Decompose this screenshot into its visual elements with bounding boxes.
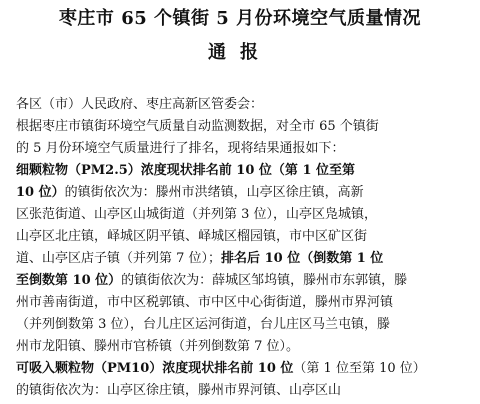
body-line (16, 182, 468, 204)
line-text: 的镇街依次为：山亭区徐庄镇，滕州市界河镇、山亭区山 (16, 383, 342, 398)
body-line (16, 248, 468, 270)
bold-text: 排名后 10 位（倒数第 1 位 (221, 251, 384, 266)
body-line (16, 270, 468, 292)
salutation: 各区（市）人民政府、枣庄高新区管委会： (16, 97, 264, 112)
body-line (16, 160, 468, 182)
line-text: 州市善南街道，市中区税郭镇、市中区中心街街道，滕州市界河镇 (16, 295, 394, 310)
line-text: 山亭区北庄镇，峄城区阴平镇、峄城区榴园镇，市中区矿区街 (16, 229, 368, 244)
body-line (16, 314, 468, 336)
line-text: 的镇街依次为：滕州市洪绪镇，山亭区徐庄镇，高新 (64, 185, 364, 200)
line-text: 的镇街依次为：薛城区邹坞镇，滕州市东郭镇，滕 (121, 273, 408, 288)
body-line (16, 336, 468, 358)
line-text: （并列倒数第 3 位），台儿庄区运河街道，台儿庄区马兰屯镇，滕 (16, 317, 391, 332)
body-line (16, 226, 468, 248)
line-text: 道、山亭区店子镇（并列第 7 位）； (16, 251, 222, 266)
bold-text: 10 位） (16, 185, 65, 200)
line-text: 州市龙阳镇、滕州市官桥镇（并列倒数第 7 位）。 (16, 339, 300, 354)
body-line (16, 358, 468, 380)
body-line (16, 138, 468, 160)
document-title: 枣庄市 65 个镇街 5 月份环境空气质量情况 (58, 8, 422, 29)
bold-text: 细颗粒物（PM2.5）浓度现状排名前 10 位（第 1 位至第 (16, 163, 356, 178)
bold-text: 可吸入颗粒物（PM10）浓度现状排名前 10 位 (16, 361, 294, 376)
body-line (16, 380, 468, 402)
body-line (16, 204, 468, 226)
line-text: 区张范街道、山亭区山城街道（并列第 3 位），山亭区凫城镇， (16, 207, 378, 222)
body-line (16, 116, 468, 138)
document-subtitle: 通报 (208, 42, 272, 63)
line-text: 的 5 月份环境空气质量进行了排名，现将结果通报如下： (16, 141, 345, 156)
line-text: 根据枣庄市镇街环境空气质量自动监测数据，对全市 65 个镇街 (16, 119, 379, 134)
body-line (16, 292, 468, 314)
line-text: （第 1 位至第 10 位） (293, 361, 426, 376)
bold-text: 至倒数第 10 位） (16, 273, 122, 288)
